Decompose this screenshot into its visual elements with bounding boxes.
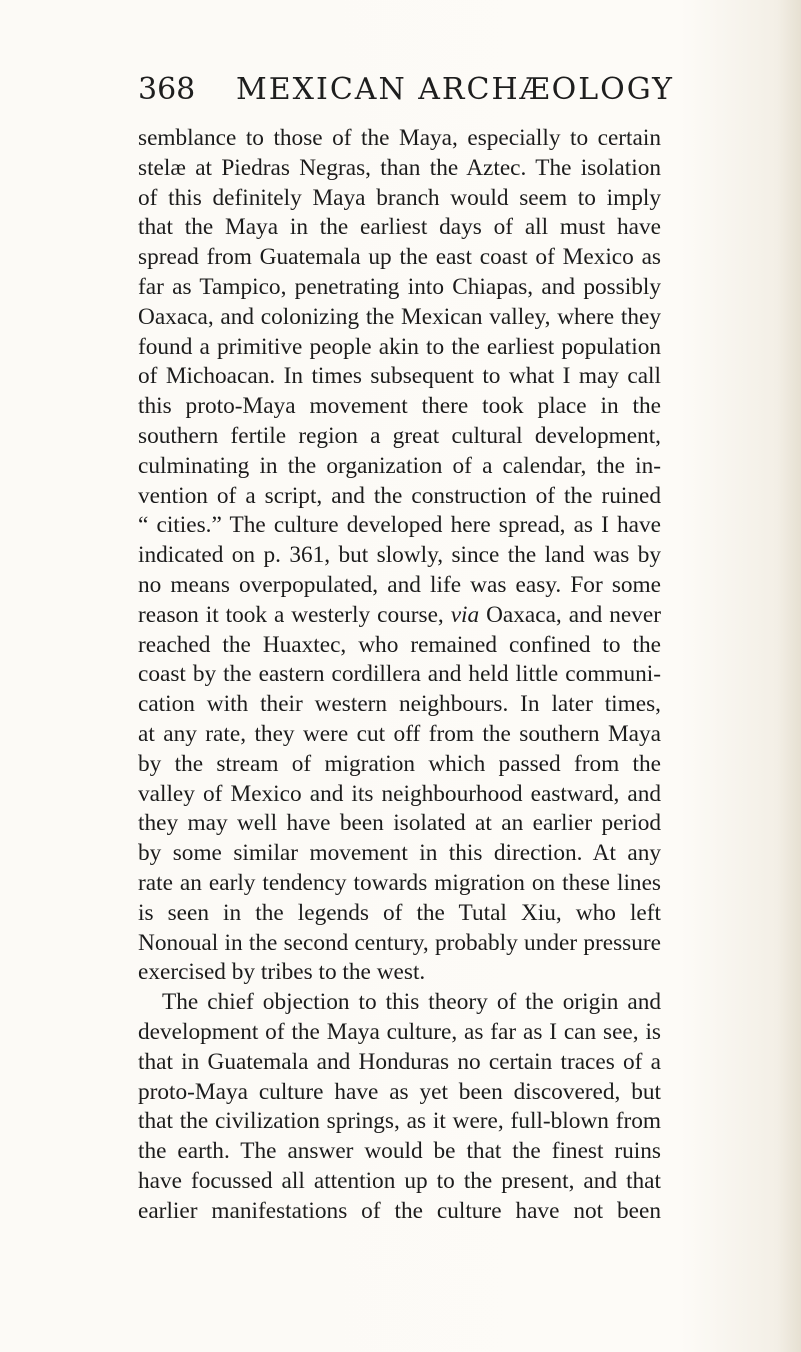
page-number: 368 (138, 72, 196, 107)
text-line: by some similar movement in this direction. At any (138, 840, 661, 867)
text-line: this proto-Maya movement there took place in the (138, 393, 661, 420)
text-line: Oaxaca, and colonizing the Mexican valley, where they (138, 303, 661, 330)
text-line: at any rate, they were cut off from the southern Maya (138, 720, 661, 747)
text-line: coast by the eastern cordillera and held little communi- (138, 661, 661, 688)
text-line-with-italic (138, 601, 661, 631)
text-line: that the civilization springs, as it were, full-blown from (138, 1108, 661, 1135)
text-line: rate an early tendency towards migration on these lines (138, 869, 661, 896)
text-line: far as Tampico, penetrating into Chiapas, and possibly (138, 273, 661, 300)
text-line: that the Maya in the earliest days of all must have (138, 214, 661, 241)
text-line: proto-Maya culture have as yet been discovered, but (138, 1078, 661, 1105)
text-line: reached the Huaxtec, who remained confined to the (138, 631, 661, 658)
text-line: semblance to those of the Maya, especially to certain (138, 125, 661, 151)
text-line: by the stream of migration which passed from the (138, 750, 661, 777)
text-line: they may well have been isolated at an earlier period (138, 810, 661, 837)
text-line: the earth. The answer would be that the finest ruins (138, 1138, 661, 1165)
text-line: vention of a script, and the construction of the ruined (138, 482, 661, 509)
text-line: that in Guatemala and Honduras no certain traces of a (138, 1048, 661, 1075)
text-line: spread from Guatemala up the east coast of Mexico as (138, 244, 661, 271)
italic-word: via (450, 601, 480, 628)
text-line: earlier manifestations of the culture have not been (138, 1197, 661, 1224)
running-head: MEXICAN ARCHÆOLOGY (236, 72, 674, 107)
text-segment: reason it took a westerly course, (138, 601, 451, 628)
paragraph-start-line: The chief objection to this theory of the origin and (162, 989, 661, 1016)
text-line: southern fertile region a great cultural development, (138, 422, 661, 449)
text-line: stelæ at Piedras Negras, than the Aztec. The isolation (138, 154, 661, 181)
text-line: valley of Mexico and its neighbourhood eastward, and (138, 780, 661, 807)
text-line: indicated on p. 361, but slowly, since the land was by (138, 542, 661, 569)
page-header (138, 72, 674, 112)
body-text (138, 124, 661, 1226)
text-segment: Oaxaca, and never (479, 601, 661, 628)
text-line: Nonoual in the second century, probably under pressure (138, 929, 661, 956)
text-line: of this definitely Maya branch would seem to imply (138, 184, 661, 211)
text-line: culminating in the organization of a calendar, the in- (138, 452, 661, 479)
text-line: have focussed all attention up to the present, and that (138, 1167, 661, 1194)
text-line: found a primitive people akin to the earliest population (138, 333, 661, 360)
text-line: of Michoacan. In times subsequent to what I may call (138, 363, 661, 390)
text-line: is seen in the legends of the Tutal Xiu, who left (138, 899, 661, 926)
text-line: cation with their western neighbours. In later times, (138, 691, 661, 718)
text-line: development of the Maya culture, as far as I can see, is (138, 1018, 661, 1045)
text-line: no means overpopulated, and life was easy. For some (138, 571, 661, 598)
text-line: “ cities.” The culture developed here spread, as I have (138, 512, 661, 539)
paragraph-end-line: exercised by tribes to the west. (138, 959, 426, 986)
